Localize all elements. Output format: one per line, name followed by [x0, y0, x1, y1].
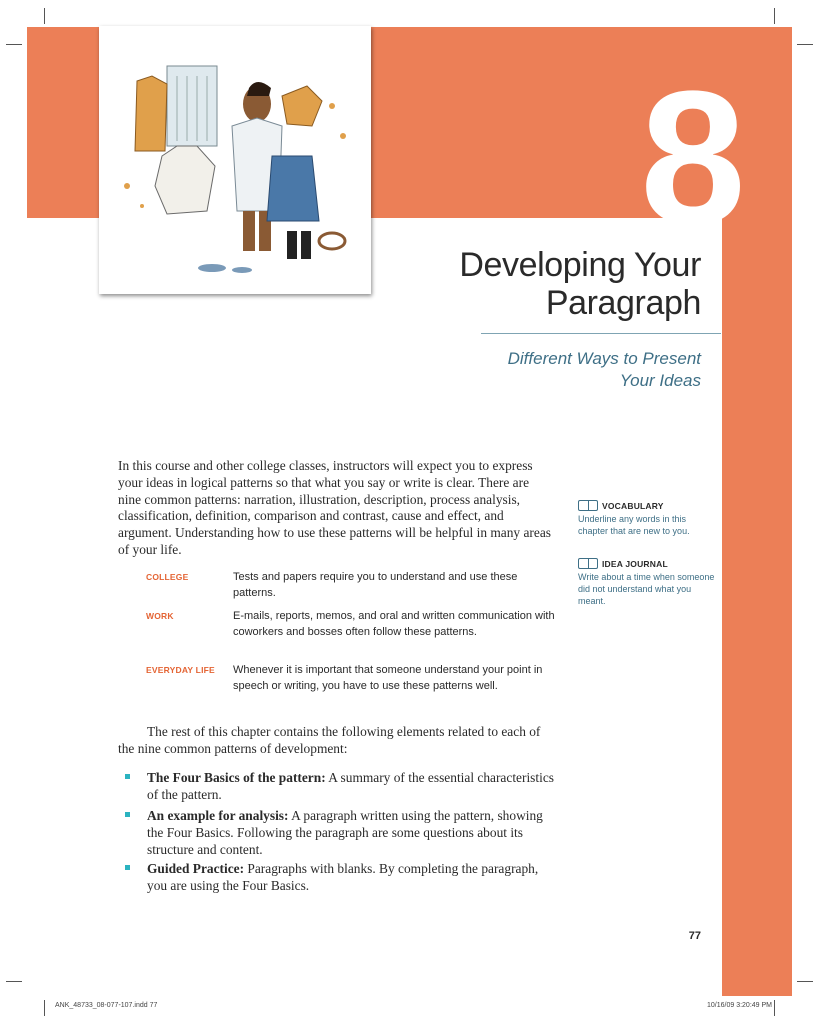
- crop-mark: [774, 1000, 775, 1016]
- bullet-square-icon: [125, 865, 130, 870]
- crop-mark: [44, 8, 45, 24]
- list-item-text: A paragraph written using the pattern, showing the Four Basics. Following the paragraph are some questions about its structure and content.: [147, 808, 543, 857]
- intro-paragraph: In this course and other college classes, instructors will expect you to express your ideas in logical patterns so that what you say or write is clear. There are nine common patterns: narration, illustration, description, process analysis, classification, definition, comparison and contrast, cause and effect, and argument. Understanding how to use these patterns will be helpful in many areas of your life.: [118, 458, 551, 557]
- crop-mark: [797, 44, 813, 45]
- context-label: EVERYDAY LIFE: [146, 665, 215, 675]
- book-icon: [578, 500, 598, 511]
- chapter-illustration: [99, 26, 371, 294]
- sidebar-heading: VOCABULARY: [602, 500, 664, 511]
- chapter-subtitle-line: Your Ideas: [619, 371, 701, 390]
- chapter-title: [380, 246, 701, 322]
- rest-paragraph: The rest of this chapter contains the following elements related to each of the nine common patterns of development:: [118, 724, 541, 756]
- sidebar-text: Write about a time when someone did not understand what you meant.: [578, 572, 715, 606]
- crop-mark: [44, 1000, 45, 1016]
- chapter-number: 8: [640, 52, 740, 264]
- crop-mark: [774, 8, 775, 24]
- list-item-term: An example for analysis:: [147, 808, 289, 823]
- bullet-square-icon: [125, 812, 130, 817]
- list-item-term: The Four Basics of the pattern:: [147, 770, 326, 785]
- bullet-square-icon: [125, 774, 130, 779]
- person-choosing-clothes-illustration: [107, 46, 363, 281]
- title-divider: [481, 333, 721, 334]
- sidebar-heading: IDEA JOURNAL: [602, 558, 668, 569]
- list-item-text: A summary of the essential characteristics of the pattern.: [147, 770, 554, 802]
- page-number: 77: [688, 930, 701, 942]
- print-timestamp: 10/16/09 3:20:49 PM: [707, 1002, 772, 1009]
- crop-mark: [6, 981, 22, 982]
- context-text: E-mails, reports, memos, and oral and written communication with coworkers and bosses often follow these patterns.: [233, 610, 555, 638]
- list-item-text: Paragraphs with blanks. By completing the paragraph, you are using the Four Basics.: [147, 861, 539, 893]
- crop-mark: [797, 981, 813, 982]
- book-icon: [578, 558, 598, 569]
- chapter-title-line: Paragraph: [545, 284, 701, 322]
- context-text: Whenever it is important that someone understand your point in speech or writing, you have to use these patterns well.: [233, 664, 543, 692]
- list-item-term: Guided Practice:: [147, 861, 245, 876]
- chapter-subtitle-line: Different Ways to Present: [507, 349, 701, 368]
- sidebar-text: Underline any words in this chapter that are new to you.: [578, 514, 690, 536]
- context-label: COLLEGE: [146, 572, 189, 582]
- crop-mark: [6, 44, 22, 45]
- chapter-subtitle: [440, 348, 701, 392]
- chapter-title-line: Developing Your: [459, 246, 701, 284]
- context-label: WORK: [146, 611, 174, 621]
- sidebar-vocabulary: [578, 500, 718, 537]
- file-slug: ANK_48733_08-077-107.indd 77: [55, 1002, 158, 1009]
- context-text: Tests and papers require you to understand and use these patterns.: [233, 571, 518, 599]
- sidebar-idea-journal: [578, 558, 718, 607]
